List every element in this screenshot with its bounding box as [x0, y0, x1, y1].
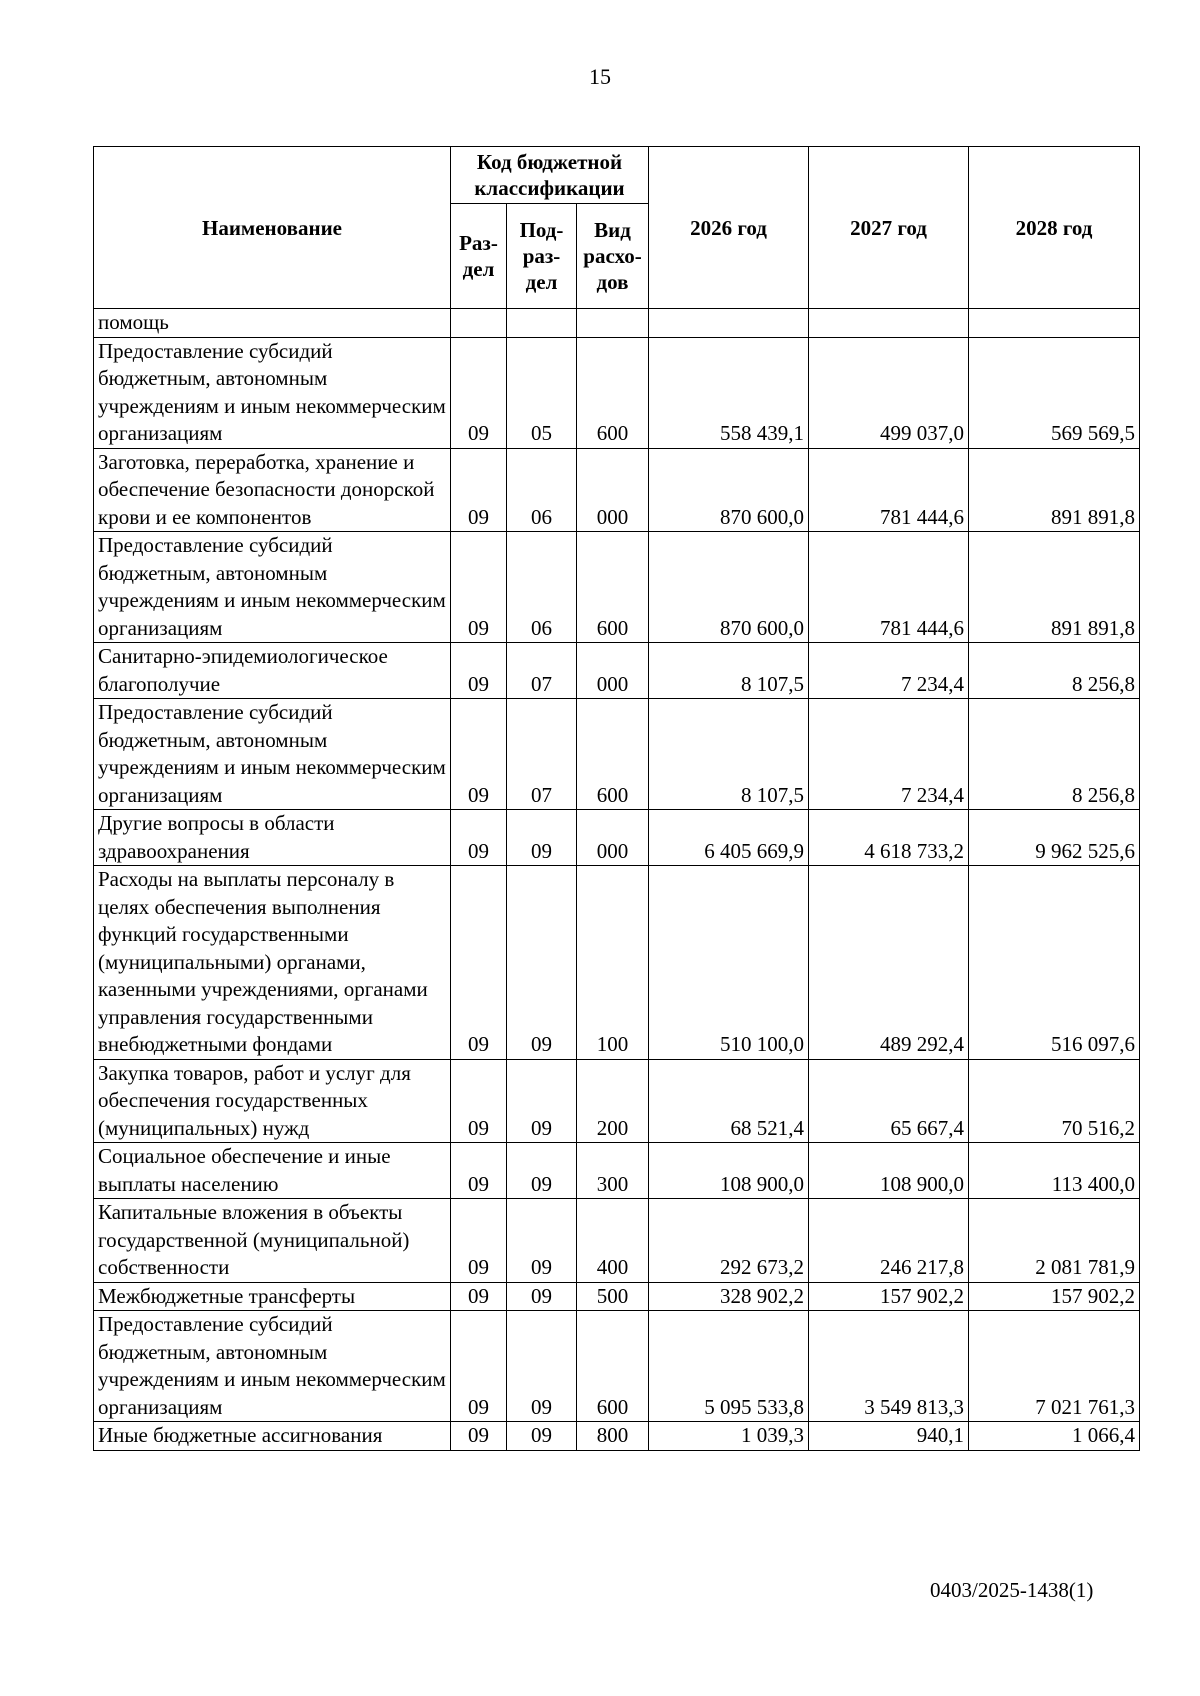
row-expense-type: 100 — [577, 866, 649, 1060]
row-value-2028: 113 400,0 — [969, 1143, 1140, 1199]
header-year-2027: 2027 год — [809, 147, 969, 309]
row-subsection: 06 — [507, 448, 577, 532]
row-value-2026: 870 600,0 — [649, 448, 809, 532]
row-section: 09 — [451, 532, 507, 643]
row-value-2026: 292 673,2 — [649, 1199, 809, 1283]
row-value-2028: 157 902,2 — [969, 1282, 1140, 1311]
row-value-2026: 6 405 669,9 — [649, 810, 809, 866]
row-name: Социальное обеспечение и иные выплаты населению — [94, 1143, 451, 1199]
row-value-2028: 891 891,8 — [969, 448, 1140, 532]
row-value-2028: 8 256,8 — [969, 699, 1140, 810]
table-row — [94, 1059, 1140, 1143]
header-section: Раз-дел — [451, 204, 507, 309]
row-expense-type: 600 — [577, 337, 649, 448]
row-subsection: 09 — [507, 1143, 577, 1199]
row-value-2026 — [649, 309, 809, 338]
row-subsection: 09 — [507, 1422, 577, 1451]
header-expense-type: Вид расхо-дов — [577, 204, 649, 309]
table-row — [94, 643, 1140, 699]
row-value-2026: 68 521,4 — [649, 1059, 809, 1143]
row-subsection: 09 — [507, 1199, 577, 1283]
row-name: Предоставление субсидий бюджетным, автономным учреждениям и иным некоммерческим организациям — [94, 699, 451, 810]
row-name: Межбюджетные трансферты — [94, 1282, 451, 1311]
row-section: 09 — [451, 810, 507, 866]
table-row — [94, 810, 1140, 866]
row-name: Другие вопросы в области здравоохранения — [94, 810, 451, 866]
row-value-2027: 7 234,4 — [809, 643, 969, 699]
header-subsection: Под-раз-дел — [507, 204, 577, 309]
row-name: Заготовка, переработка, хранение и обеспечение безопасности донорской крови и ее компонентов — [94, 448, 451, 532]
row-expense-type: 000 — [577, 448, 649, 532]
row-value-2027: 4 618 733,2 — [809, 810, 969, 866]
table-row — [94, 1422, 1140, 1451]
row-section: 09 — [451, 337, 507, 448]
row-section: 09 — [451, 1059, 507, 1143]
header-year-2026: 2026 год — [649, 147, 809, 309]
row-expense-type: 000 — [577, 810, 649, 866]
row-value-2028: 891 891,8 — [969, 532, 1140, 643]
row-subsection: 09 — [507, 866, 577, 1060]
row-expense-type: 400 — [577, 1199, 649, 1283]
row-value-2027: 781 444,6 — [809, 448, 969, 532]
row-value-2028: 1 066,4 — [969, 1422, 1140, 1451]
row-value-2027: 246 217,8 — [809, 1199, 969, 1283]
row-value-2026: 558 439,1 — [649, 337, 809, 448]
row-value-2027: 781 444,6 — [809, 532, 969, 643]
row-expense-type: 800 — [577, 1422, 649, 1451]
row-name: Санитарно-эпидемиологическое благополучие — [94, 643, 451, 699]
row-subsection: 09 — [507, 810, 577, 866]
table-body — [94, 309, 1140, 1451]
table-row — [94, 1143, 1140, 1199]
row-name: Расходы на выплаты персоналу в целях обеспечения выполнения функций государственными (муниципальными) органами, казенными учреждениями, органами управления государственными внебюджетными фондами — [94, 866, 451, 1060]
table-row — [94, 866, 1140, 1060]
table-row — [94, 309, 1140, 338]
row-subsection: 06 — [507, 532, 577, 643]
row-value-2026: 108 900,0 — [649, 1143, 809, 1199]
row-value-2028: 70 516,2 — [969, 1059, 1140, 1143]
row-expense-type: 600 — [577, 1311, 649, 1422]
row-expense-type: 000 — [577, 643, 649, 699]
row-section: 09 — [451, 1422, 507, 1451]
row-subsection: 09 — [507, 1282, 577, 1311]
row-value-2027: 489 292,4 — [809, 866, 969, 1060]
row-expense-type: 600 — [577, 699, 649, 810]
row-value-2028: 8 256,8 — [969, 643, 1140, 699]
row-expense-type: 300 — [577, 1143, 649, 1199]
row-name: Иные бюджетные ассигнования — [94, 1422, 451, 1451]
table-row — [94, 448, 1140, 532]
row-value-2028: 516 097,6 — [969, 866, 1140, 1060]
row-subsection: 09 — [507, 1059, 577, 1143]
header-year-2028: 2028 год — [969, 147, 1140, 309]
row-section: 09 — [451, 448, 507, 532]
row-subsection: 09 — [507, 1311, 577, 1422]
row-expense-type — [577, 309, 649, 338]
row-subsection: 05 — [507, 337, 577, 448]
row-value-2027: 108 900,0 — [809, 1143, 969, 1199]
row-subsection: 07 — [507, 699, 577, 810]
row-value-2028: 2 081 781,9 — [969, 1199, 1140, 1283]
table-row — [94, 337, 1140, 448]
row-value-2027: 7 234,4 — [809, 699, 969, 810]
header-name: Наименование — [94, 147, 451, 309]
row-name: помощь — [94, 309, 451, 338]
row-value-2026: 8 107,5 — [649, 699, 809, 810]
row-section: 09 — [451, 866, 507, 1060]
table-row — [94, 532, 1140, 643]
document-code: 0403/2025-1438(1) — [930, 1578, 1094, 1602]
row-name: Капитальные вложения в объекты государственной (муниципальной) собственности — [94, 1199, 451, 1283]
row-expense-type: 500 — [577, 1282, 649, 1311]
row-expense-type: 200 — [577, 1059, 649, 1143]
row-value-2027: 65 667,4 — [809, 1059, 969, 1143]
row-section — [451, 309, 507, 338]
row-value-2026: 8 107,5 — [649, 643, 809, 699]
row-value-2028: 569 569,5 — [969, 337, 1140, 448]
table-row — [94, 699, 1140, 810]
row-value-2028: 9 962 525,6 — [969, 810, 1140, 866]
row-section: 09 — [451, 643, 507, 699]
row-value-2027: 940,1 — [809, 1422, 969, 1451]
row-value-2026: 870 600,0 — [649, 532, 809, 643]
row-value-2026: 328 902,2 — [649, 1282, 809, 1311]
row-name: Предоставление субсидий бюджетным, автономным учреждениям и иным некоммерческим организациям — [94, 1311, 451, 1422]
row-section: 09 — [451, 1282, 507, 1311]
row-section: 09 — [451, 1311, 507, 1422]
row-value-2028 — [969, 309, 1140, 338]
row-name: Закупка товаров, работ и услуг для обеспечения государственных (муниципальных) нужд — [94, 1059, 451, 1143]
row-name: Предоставление субсидий бюджетным, автономным учреждениям и иным некоммерческим организациям — [94, 532, 451, 643]
row-value-2026: 510 100,0 — [649, 866, 809, 1060]
header-code-group: Код бюджетной классификации — [451, 147, 649, 204]
page-number: 15 — [589, 64, 611, 89]
row-section: 09 — [451, 1199, 507, 1283]
row-value-2028: 7 021 761,3 — [969, 1311, 1140, 1422]
row-value-2027: 499 037,0 — [809, 337, 969, 448]
row-subsection — [507, 309, 577, 338]
row-subsection: 07 — [507, 643, 577, 699]
budget-table — [93, 146, 1140, 1451]
row-expense-type: 600 — [577, 532, 649, 643]
row-section: 09 — [451, 699, 507, 810]
row-value-2026: 1 039,3 — [649, 1422, 809, 1451]
row-value-2026: 5 095 533,8 — [649, 1311, 809, 1422]
row-section: 09 — [451, 1143, 507, 1199]
row-value-2027: 157 902,2 — [809, 1282, 969, 1311]
row-value-2027 — [809, 309, 969, 338]
table-row — [94, 1311, 1140, 1422]
row-name: Предоставление субсидий бюджетным, автономным учреждениям и иным некоммерческим организациям — [94, 337, 451, 448]
row-value-2027: 3 549 813,3 — [809, 1311, 969, 1422]
table-row — [94, 1199, 1140, 1283]
table-row — [94, 1282, 1140, 1311]
